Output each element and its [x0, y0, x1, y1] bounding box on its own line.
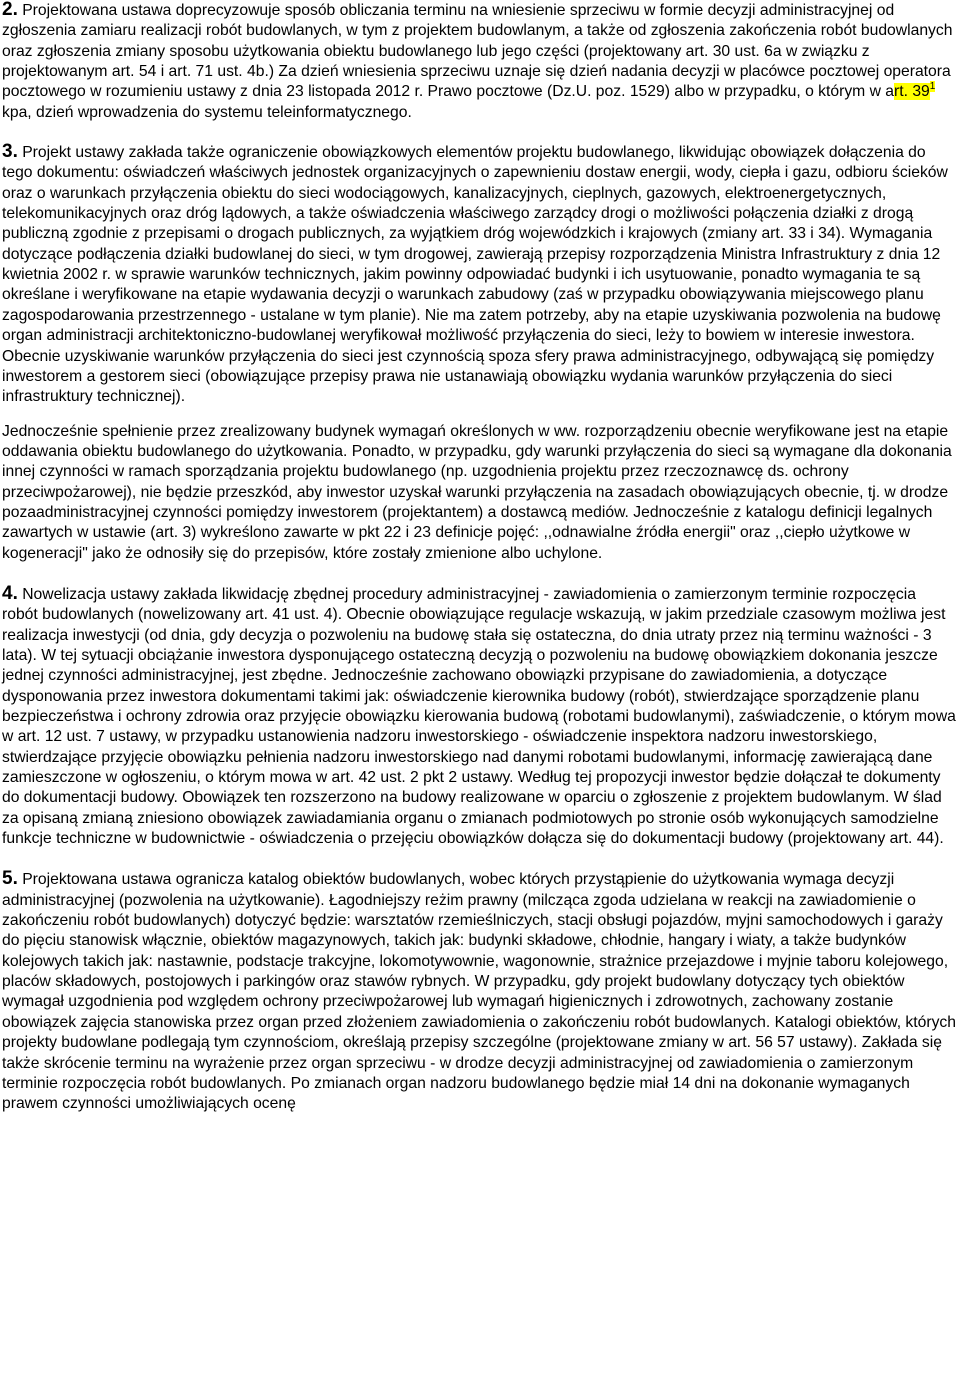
section-3	[2, 142, 956, 407]
section-4	[2, 584, 956, 849]
highlighted-reference: rt. 39	[894, 83, 930, 101]
section-3-continuation	[2, 422, 956, 564]
section-text: Nowelizacja ustawy zakłada likwidację zbędnej procedury administracyjnej - zawiadomienia o zamierzonym terminie rozpoczęcia robót budowlanych (nowelizowany art. 41 ust. 4). Obecnie obowiązujące regulacje wskazują, w jakim przedziale czasowym możliwa jest realizacja inwestycji (od dnia, gdy decyzja o pozwoleniu na budowę stała się ostateczna, do dnia utraty przez nią terminu ważności - 3 lata). W tej sytuacji obciążanie inwestora dysponującego ostateczną decyzją o pozwoleniu na budowę obowiązkiem dokonania jeszcze jednej czynności administracyjnej, jest zbędne. Jednocześnie zachowano obowiązki przypisane do zawiadomienia, a dotyczące dysponowania przez inwestora dokumentami takimi jak: oświadczenie kierownika budowy (robót), stwierdzające sporządzenie planu bezpieczeństwa i ochrony zdrowia oraz przyjęcie obowiązku kierowania budową (robotami budowlanymi), zaświadczenie, o którym mowa w art. 12 ust. 7 ustawy, w przypadku ustanowienia nadzoru inwestorskiego - oświadczenie inspektora nadzoru inwestorskiego, stwierdzające przyjęcie obowiązku pełnienia nadzoru inwestorskiego nad danymi robotami budowlanymi, informację zawierającą dane zamieszczone w ogłoszeniu, o którym mowa w art. 42 ust. 2 pkt 2 ustawy. Według tej propozycji inwestor będzie dołączał te dokumenty do dokumentacji budowy. Obowiązek ten rozszerzono na budowy realizowane w oparciu o zgłoszenie z projektem budowlanym. W ślad za opisaną zmianą zniesiono obowiązek zawiadamiania organu o zmianach podmiotowych po stronie osób wykonujących samodzielne funkcje techniczne w budownictwie - oświadczenia o przejęciu obowiązków dołącza się do dokumentacji budowy (projektowany art. 44).	[2, 585, 956, 848]
section-2	[2, 0, 956, 123]
section-text: Jednocześnie spełnienie przez zrealizowany budynek wymagań określonych w ww. rozporządzeniu obecnie weryfikowane jest na etapie oddawania obiektu budowlanego do użytkowania. Ponadto, w przypadku, gdy warunki przyłączenia do sieci są wymagane dla dokonania innej czynności w ramach sporządzania projektu budowlanego (np. uzgodnienia projektu przez rzeczoznawcę ds. ochrony przeciwpożarowej), nie będzie przeszkód, aby inwestor uzyskał warunki przyłączenia na zasadach obowiązujących obecnie, tj. w drodze pozaadministracyjnej czynności pomiędzy inwestorem (projektantem) a dostawcą mediów. Jednocześnie z katalogu definicji legalnych zawartych w ustawie (art. 3) wykreślono zawarte w pkt 22 i 23 definicje pojęć: ,,odnawialne źródła energii" oraz ,,ciepło użytkowe w kogeneracji" jako że odnosiły się do przepisów, które zostały zmienione albo uchylone.	[2, 422, 952, 562]
section-number: 4.	[2, 582, 18, 604]
section-number: 5.	[2, 868, 18, 890]
section-5	[2, 869, 956, 1114]
section-text: Projektowana ustawa ogranicza katalog obiektów budowlanych, wobec których przystąpienie do użytkowania wymaga decyzji administracyjnej (pozwolenia na użytkowanie). Łagodniejszy reżim prawny (milcząca zgoda udzielana w reakcji na zawiadomienie o zakończeniu robót budowlanych) dotyczyć będzie: warsztatów rzemieślniczych, stacji obsługi pojazdów, myjni samochodowych i garaży do pięciu stanowisk włącznie, obiektów magazynowych, takich jak: budynki składowe, chłodnie, hangary i wiaty, a także budynków kolejowych takich jak: nastawnie, podstacje trakcyjne, lokomotywownie, wagonownie, strażnice przejazdowe i myjnie taboru kolejowego, placów składowych, postojowych i parkingów oraz stawów rybnych. W przypadku, gdy projekt budowlany dotyczący tych obiektów wymagał uzgodnienia pod względem ochrony przeciwpożarowej lub wymagań higienicznych i zdrowotnych, zachowany zostanie obowiązek zajęcia stanowiska przez organ przed złożeniem zawiadomienia o zakończeniu robót budowlanych. Katalogi obiektów, których projekty budowlane podlegają tym czynnościom, określają przepisy szczególne (projektowane zmiany w art. 56 57 ustawy). Zakłada się także skrócenie terminu na wyrażenie przez organ sprzeciwu - w drodze decyzji administracyjnej od zawiadomienia o zamierzonym terminie rozpoczęcia robót budowlanych. Po zmianach organ nadzoru budowlanego będzie miał 14 dni na dokonanie wymaganych prawem czynności umożliwiających ocenę	[2, 871, 956, 1113]
section-text: Projektowana ustawa doprecyzowuje sposób obliczania terminu na wniesienie sprzeciwu w formie decyzji administracyjnej od zgłoszenia zamiaru realizacji robót budowlanych, w tym z projektem budowlanym, a także od zgłoszenia zakończenia robót budowlanych oraz zgłoszenia zmiany sposobu użytkowania obiektu budowlanego lub jego części (projektowany art. 30 ust. 6a w związku z projektowanym art. 54 i art. 71 ust. 4b.) Za dzień wniesienia sprzeciwu uznaje się dzień nadania decyzji w placówce pocztowej operatora pocztowego w rozumieniu ustawy z dnia 23 listopada 2012 r. Prawo pocztowe (Dz.U. poz. 1529) albo w przypadku, o którym w a	[2, 2, 953, 101]
section-text-continued: kpa, dzień wprowadzenia do systemu teleinformatycznego.	[2, 103, 412, 121]
section-number: 3.	[2, 141, 18, 163]
section-number: 2.	[2, 0, 18, 20]
superscript: 1	[929, 81, 936, 93]
section-text: Projekt ustawy zakłada także ograniczenie obowiązkowych elementów projektu budowlanego, likwidując obowiązek dołączenia do tego dokumentu: oświadczeń właściwych jednostek organizacyjnych o zapewnieniu dostaw energii, wody, ciepła i gazu, odbioru ścieków oraz o warunkach przyłączenia obiektu do sieci wodociągowych, kanalizacyjnych, cieplnych, gazowych, elektroenergetycznych, telekomunikacyjnych oraz dróg lądowych, a także oświadczenia właściwego zarządcy drogi o możliwości połączenia działki z drogą publiczną zgodnie z przepisami o drogach publicznych, za wyjątkiem dróg wojewódzkich i krajowych (zmiany art. 33 i 34). Wymagania dotyczące podłączenia działki budowlanej do sieci, w tym drogowej, zawierają przepisy rozporządzenia Ministra Infrastruktury z dnia 12 kwietnia 2002 r. w sprawie warunków technicznych, jakim powinny odpowiadać budynki i ich usytuowanie, ponadto wymagania te są określane i weryfikowane na etapie wydawania decyzji o warunkach zabudowy (zaś w przypadku obowiązywania miejscowego planu zagospodarowania przestrzennego - ustalane w tym planie). Nie ma zatem potrzeby, aby na etapie uzyskiwania pozwolenia na budowę organ administracji architektoniczno-budowlanej weryfikował możliwość przyłączenia do sieci, leży to bowiem w interesie inwestora. Obecnie uzyskiwanie warunków przyłączenia do sieci jest czynnością spoza sfery prawa administracyjnego, odbywającą się pomiędzy inwestorem a gestorem sieci (obowiązujące przepisy prawa nie ustanawiają obowiązku wydania warunków przyłączenia do sieci infrastruktury technicznej).	[2, 144, 948, 406]
